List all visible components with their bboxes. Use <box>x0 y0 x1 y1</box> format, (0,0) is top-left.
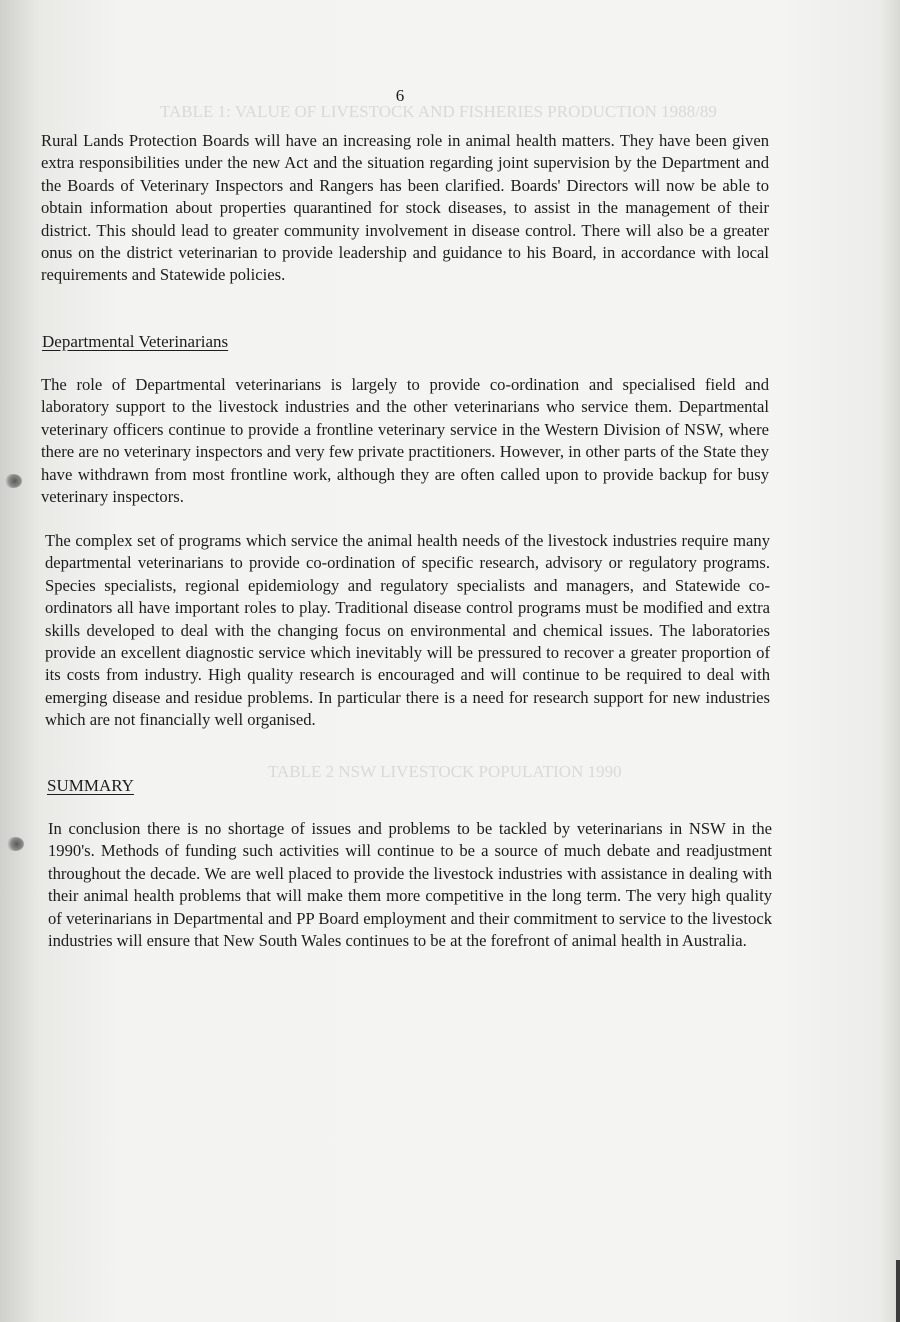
paragraph-conclusion: In conclusion there is no shortage of issues and problems to be tackled by veterinarians in NSW in the 1990's. Methods of funding such activities will continue to be a source of much debate and readjustment throughout the decade. We are well placed to provide the livestock industries with assistance in dealing with their animal health problems that will make them more competitive in the long term. The very high quality of veterinarians in Departmental and PP Board employment and their commitment to service to the livestock industries will ensure that New South Wales continues to be at the forefront of animal health in Australia. <box>48 819 772 951</box>
paragraph-complex-programs: The complex set of programs which service the animal health needs of the livestock industries require many departmental veterinarians to provide co-ordination of specific research, advisory or regulatory programs. Species specialists, regional epidemiology and regulatory specialists and managers, and Statewide co-ordinators all have important roles to play. Traditional disease control programs must be modified and extra skills developed to deal with the changing focus on environmental and chemical issues. The laboratories provide an excellent diagnostic service which inevitably will be pressured to recover a greater proportion of its costs from industry. High quality research is encouraged and will continue to be required to deal with emerging disease and residue problems. In particular there is a need for research support for new industries which are not financially well organised. <box>45 531 770 730</box>
bleed-through-text: TABLE 1: VALUE OF LIVESTOCK AND FISHERIES PRODUCTION 1988/89 <box>160 102 717 121</box>
bleed-through-text: TABLE 2 NSW LIVESTOCK POPULATION 1990 <box>268 762 622 781</box>
page-number: 6 <box>395 86 405 105</box>
heading-summary: SUMMARY <box>47 776 134 795</box>
paragraph-rural-lands-boards: Rural Lands Protection Boards will have an increasing role in animal health matters. They have been given extra responsibilities under the new Act and the situation regarding joint supervision by the Department and the Boards of Veterinary Inspectors and Rangers has been clarified. Boards' Directors will now be able to obtain information about properties quarantined for stock diseases, to assist in the management of their district. This should lead to greater community involvement in disease control. There will also be a greater onus on the district veterinarian to provide leadership and guidance to his Board, in accordance with local requirements and Statewide policies. <box>41 131 769 285</box>
punch-hole-mark <box>4 474 22 488</box>
page-edge-shadow <box>896 1260 900 1322</box>
paragraph-role-of-veterinarians: The role of Departmental veterinarians is largely to provide co-ordination and specialised field and laboratory support to the livestock industries and the other veterinarians who service them. Departmental veterinary officers continue to provide a frontline veterinary service in the Western Division of NSW, where there are no veterinary inspectors and very few private practitioners. However, in other parts of the State they have withdrawn from most frontline work, although they are often called upon to provide backup for busy veterinary inspectors. <box>41 375 769 507</box>
punch-hole-mark <box>6 837 24 851</box>
heading-departmental-veterinarians: Departmental Veterinarians <box>42 332 229 351</box>
